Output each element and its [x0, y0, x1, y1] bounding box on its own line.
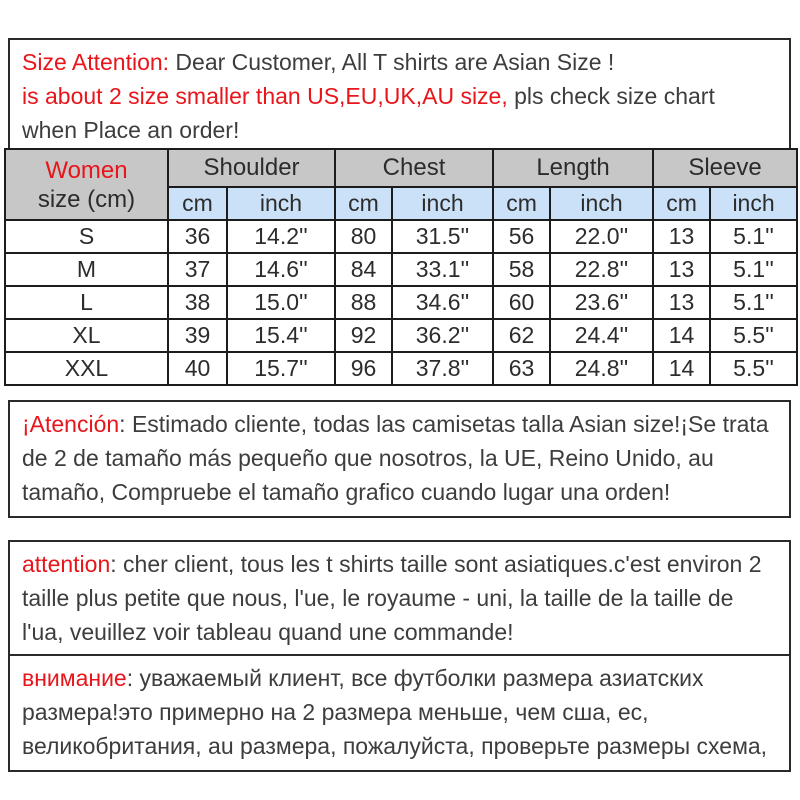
corner-header-line2: size (cm) — [37, 185, 136, 213]
cell: 36 — [168, 220, 227, 253]
cell: 92 — [335, 319, 392, 352]
notice-fr-highlight: attention — [22, 551, 111, 577]
cell: 5.5'' — [710, 352, 797, 385]
cell: 5.1'' — [710, 286, 797, 319]
cell: 15.4'' — [227, 319, 335, 352]
unit-header-sleeve-cm: cm — [653, 187, 710, 220]
size-label: M — [5, 253, 168, 286]
cell: 15.0'' — [227, 286, 335, 319]
notice-es-highlight: ¡Atención — [22, 411, 120, 437]
cell: 22.0'' — [550, 220, 653, 253]
size-label: XL — [5, 319, 168, 352]
group-header-chest: Chest — [335, 149, 493, 187]
cell: 37 — [168, 253, 227, 286]
cell: 13 — [653, 286, 710, 319]
unit-header-shoulder-cm: cm — [168, 187, 227, 220]
cell: 88 — [335, 286, 392, 319]
cell: 96 — [335, 352, 392, 385]
table-row-l — [5, 286, 797, 319]
cell: 63 — [493, 352, 550, 385]
cell: 14.6'' — [227, 253, 335, 286]
table-row-xl — [5, 319, 797, 352]
size-chart — [4, 148, 798, 386]
notice-es-text — [22, 407, 777, 509]
unit-header-sleeve-inch: inch — [710, 187, 797, 220]
cell: 60 — [493, 286, 550, 319]
size-chart-table — [4, 148, 798, 386]
cell: 23.6'' — [550, 286, 653, 319]
cell: 5.1'' — [710, 253, 797, 286]
notice-ru-text — [22, 661, 777, 763]
unit-header-length-inch: inch — [550, 187, 653, 220]
notice-en-line3: when Place an order! — [22, 117, 240, 143]
size-label: S — [5, 220, 168, 253]
notice-en-line2 — [22, 79, 777, 113]
size-attention-notice-es — [8, 400, 791, 518]
notice-en-line1-text: Dear Customer, All T shirts are Asian Size ! — [169, 49, 615, 75]
size-attention-notice-en — [8, 38, 791, 156]
cell: 38 — [168, 286, 227, 319]
cell: 15.7'' — [227, 352, 335, 385]
cell: 40 — [168, 352, 227, 385]
notice-en-line2-text: pls check size chart — [507, 83, 715, 109]
cell: 39 — [168, 319, 227, 352]
cell: 14 — [653, 352, 710, 385]
table-row-m — [5, 253, 797, 286]
cell: 80 — [335, 220, 392, 253]
corner-header-line1: Women — [45, 156, 128, 184]
unit-header-chest-inch: inch — [392, 187, 493, 220]
group-header-length: Length — [493, 149, 653, 187]
size-label: XXL — [5, 352, 168, 385]
unit-header-chest-cm: cm — [335, 187, 392, 220]
cell: 24.8'' — [550, 352, 653, 385]
table-group-header-row — [5, 149, 797, 187]
cell: 13 — [653, 253, 710, 286]
unit-header-length-cm: cm — [493, 187, 550, 220]
cell: 24.4'' — [550, 319, 653, 352]
cell: 84 — [335, 253, 392, 286]
notice-en-line1-highlight: Size Attention: — [22, 49, 170, 75]
unit-header-shoulder-inch: inch — [227, 187, 335, 220]
size-attention-notice-fr — [8, 540, 791, 658]
notice-en-line2-highlight: is about 2 size smaller than US,EU,UK,AU size, — [22, 83, 508, 109]
cell: 33.1'' — [392, 253, 493, 286]
cell: 31.5'' — [392, 220, 493, 253]
cell: 5.1'' — [710, 220, 797, 253]
notice-es-body: : Estimado cliente, todas las camisetas talla Asian size!¡Se trata de 2 de tamaño más pequeño que nosotros, la UE, Reino Unido, au tamaño, Compruebe el tamaño grafico cuando lugar una orden! — [22, 411, 769, 505]
notice-ru-body: : уважаемый клиент, все футболки размера азиатских размера!это примерно на 2 размера меньше, чем сша, ес, великобритания, au размера, пожалуйста, проверьте размеры схема, — [22, 665, 768, 759]
cell: 14.2'' — [227, 220, 335, 253]
group-header-shoulder: Shoulder — [168, 149, 335, 187]
cell: 5.5'' — [710, 319, 797, 352]
cell: 37.8'' — [392, 352, 493, 385]
notice-fr-text — [22, 547, 777, 649]
corner-header-women-size — [5, 149, 168, 220]
notice-ru-highlight: внимание — [22, 665, 127, 691]
table-row-s — [5, 220, 797, 253]
cell: 62 — [493, 319, 550, 352]
cell: 58 — [493, 253, 550, 286]
cell: 56 — [493, 220, 550, 253]
notice-fr-body: : cher client, tous les t shirts taille sont asiatiques.c'est environ 2 taille plus petite que nous, l'ue, le royaume - uni, la taille de la taille de l'ua, veuillez voir tableau quand une commande! — [22, 551, 762, 645]
cell: 22.8'' — [550, 253, 653, 286]
size-label: L — [5, 286, 168, 319]
group-header-sleeve: Sleeve — [653, 149, 797, 187]
cell: 36.2'' — [392, 319, 493, 352]
cell: 14 — [653, 319, 710, 352]
notice-en-line1 — [22, 45, 777, 79]
cell: 13 — [653, 220, 710, 253]
size-attention-notice-ru — [8, 654, 791, 772]
cell: 34.6'' — [392, 286, 493, 319]
table-row-xxl — [5, 352, 797, 385]
